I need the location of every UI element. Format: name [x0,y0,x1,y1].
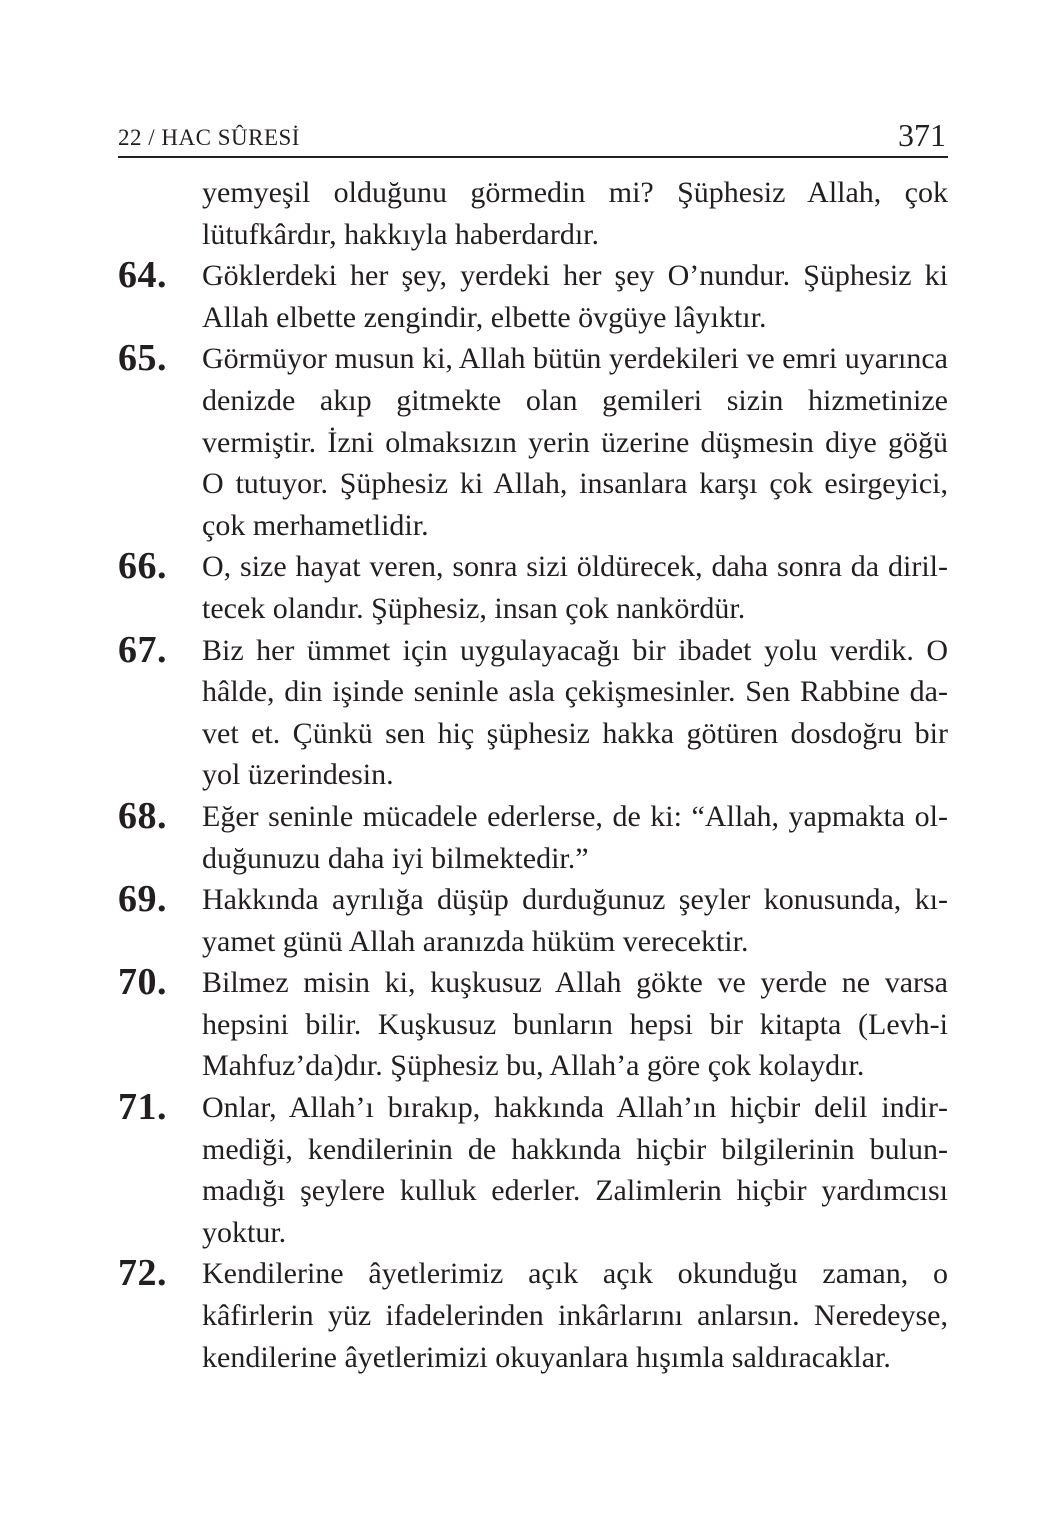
verse-68 [118,796,948,879]
running-header [118,112,948,160]
verse-text: O, size hayat veren, sonra sizi öldürecek, daha sonra da diriltecek olandır. Şüphesiz, insan çok nankördür. [202,550,948,625]
verse-text: Göklerdeki her şey, yerdeki her şey O’nundur. Şüphesiz ki Allah elbette zengindir, elbette övgüye lâyıktır. [202,259,948,334]
verse-number: 65. [118,337,167,380]
verse-number: 64. [118,254,167,297]
verse-number: 66. [118,545,167,588]
verse-65 [118,338,948,546]
verse-text: Görmüyor musun ki, Allah bütün yerdekileri ve emri uyarınca denizde akıp gitmekte olan gemileri sizin hizmetinize vermiştir. İzni olmaksızın yerin üzerine düşmesin diye göğü O tutuyor. Şüphesiz ki Allah, insanlara karşı çok esirgeyici, çok merhametlidir. [202,342,948,542]
verse-69 [118,879,948,962]
verse-67 [118,630,948,796]
verse-number: 69. [118,878,167,921]
verse-number: 68. [118,794,167,837]
verse-continuation [118,172,948,255]
verse-66 [118,546,948,629]
verse-70 [118,962,948,1087]
verse-number: 67. [118,628,167,671]
surah-title: 22 / HAC SÛRESİ [118,125,300,150]
verse-text: yemyeşil olduğunu görmedin mi? Şüphesiz Allah, çok lütufkârdır, hakkıyla haberdardır. [202,176,948,251]
verse-text: Onlar, Allah’ı bırakıp, hakkında Allah’ın hiçbir delil indirmediği, kendilerinin de hakkında hiçbir bilgilerinin bulunmadığı şeylere kulluk ederler. Zalimlerin hiçbir yardımcısı yoktur. [202,1091,948,1249]
verse-71 [118,1087,948,1253]
verse-number: 71. [118,1086,167,1129]
header-divider [118,156,948,158]
verse-text: Hakkında ayrılığa düşüp durduğunuz şeyler konusunda, kıyamet günü Allah aranızda hüküm verecektir. [202,883,948,958]
verse-64 [118,255,948,338]
verse-text: Eğer seninle mücadele ederlerse, de ki: “Allah, yapmakta olduğunuzu daha iyi bilmektedir.” [202,799,948,875]
verse-text: Kendilerine âyetlerimiz açık açık okunduğu zaman, o kâfirlerin yüz ifadelerinden inkârlarını anlarsın. Neredeyse, kendilerine âyetlerimizi okuyanlara hışımla saldıracaklar. [202,1257,948,1374]
verse-text: Bilmez misin ki, kuşkusuz Allah gökte ve yerde ne varsa hepsini bilir. Kuşkusuz bunların hepsi bir kitapta (Levh-i Mahfuz’da)dır. Şüphesiz bu, Allah’a göre çok kolaydır. [202,966,948,1083]
verse-list [118,172,948,1378]
verse-text: Biz her ümmet için uygulayacağı bir ibadet yolu verdik. O hâlde, din işinde seninle asla çekişmesinler. Sen Rabbine davet et. Çünkü sen hiç şüphesiz hakka götüren dosdoğru bir yol üzerindesin. [202,633,948,792]
verse-number: 72. [118,1252,167,1295]
verse-number: 70. [118,961,167,1004]
page-number: 371 [898,117,946,153]
verse-72 [118,1253,948,1378]
